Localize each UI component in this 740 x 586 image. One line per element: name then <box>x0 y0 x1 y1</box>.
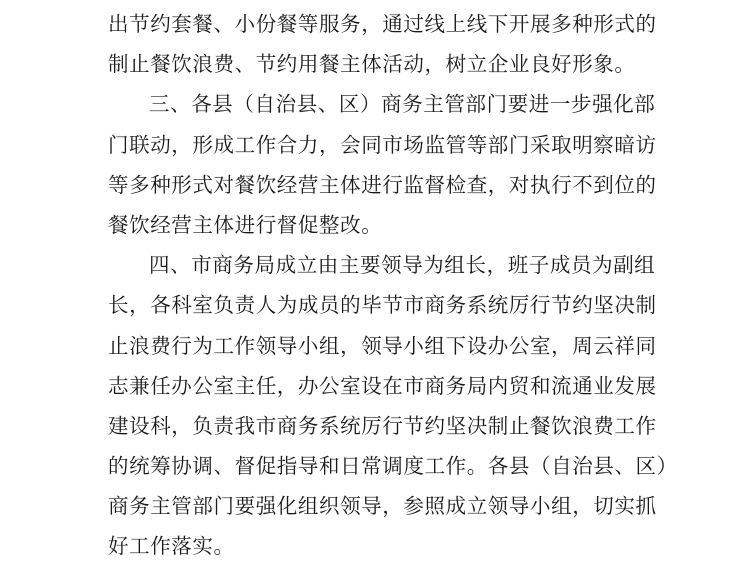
text-line: 止浪费行为工作领导小组，领导小组下设办公室，周云祥同 <box>108 333 657 358</box>
text-line: 商务主管部门要强化组织领导，参照成立领导小组，切实抓 <box>108 494 657 519</box>
text-line: 建设科，负责我市商务系统厉行节约坚决制止餐饮浪费工作 <box>108 413 657 438</box>
text-line: 志兼任办公室主任，办公室设在市商务局内贸和流通业发展 <box>108 373 657 398</box>
text-line: 餐饮经营主体进行督促整改。 <box>108 212 383 237</box>
text-line: 好工作落实。 <box>108 534 235 559</box>
paragraph-four-start: 四、市商务局成立由主要领导为组长，班子成员为副组 <box>149 253 656 278</box>
text-line: 制止餐饮浪费、节约用餐主体活动，树立企业良好形象。 <box>108 52 636 77</box>
text-line: 等多种形式对餐饮经营主体进行监督检查，对执行不到位的 <box>108 172 657 197</box>
text-line: 门联动，形成工作合力，会同市场监管等部门采取明察暗访 <box>108 132 657 157</box>
text-line: 长，各科室负责人为成员的毕节市商务系统厉行节约坚决制 <box>108 293 657 318</box>
text-line: 的统筹协调、督促指导和日常调度工作。各县（自治县、区） <box>108 454 678 479</box>
document-body <box>108 4 678 567</box>
text-line: 出节约套餐、小份餐等服务，通过线上线下开展多种形式的 <box>108 12 657 36</box>
paragraph-three-start: 三、各县（自治县、区）商务主管部门要进一步强化部 <box>149 92 656 117</box>
